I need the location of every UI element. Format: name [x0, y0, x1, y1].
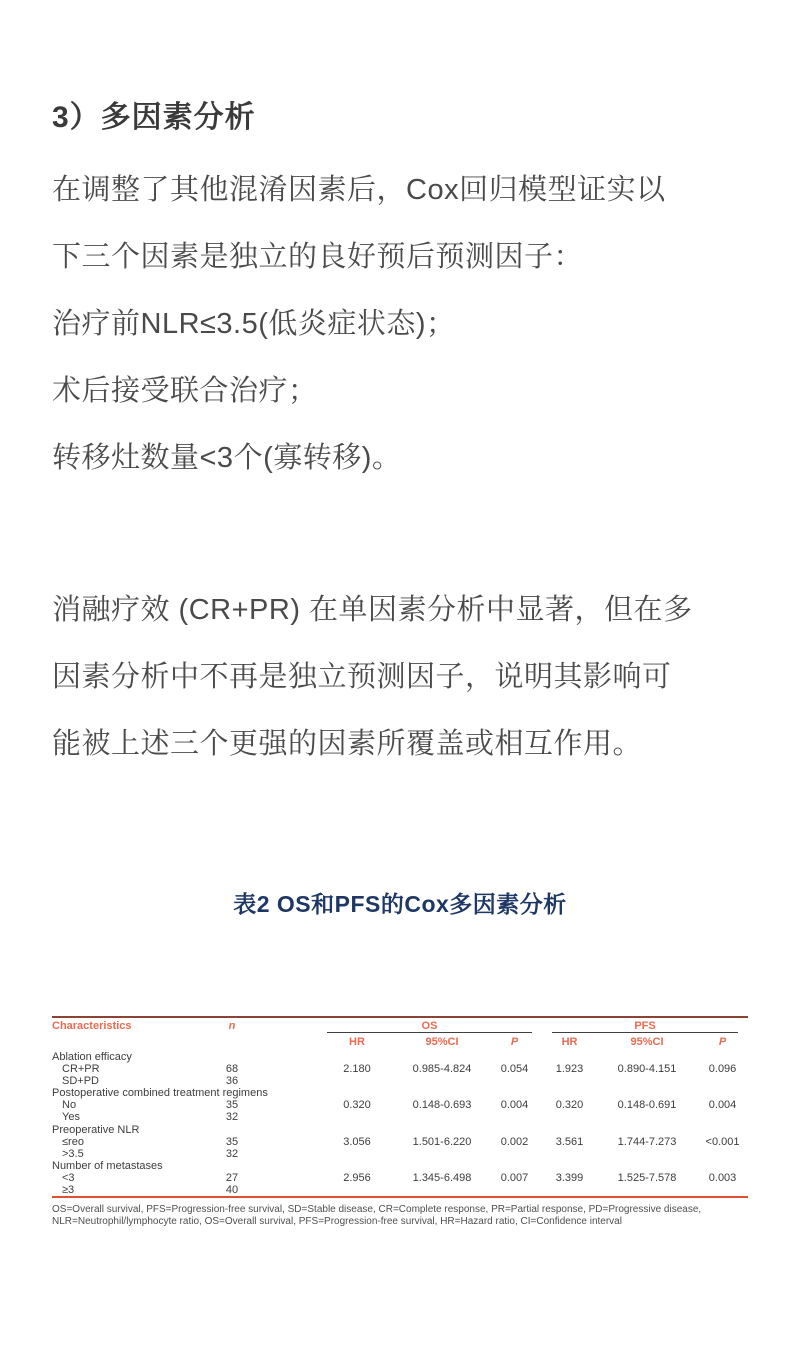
row-label: ≥3 — [62, 1184, 75, 1197]
table-cell: 0.096 — [708, 1063, 737, 1076]
table-cell — [542, 1051, 597, 1063]
col-header-n: n — [228, 1020, 236, 1032]
paragraph-line: 治疗前NLR≤3.5(低炎症状态)； — [52, 308, 456, 340]
col-header-os-ci: 95%CI — [425, 1036, 459, 1048]
table-cell — [487, 1160, 542, 1172]
table-cell — [542, 1111, 597, 1123]
table-cell — [597, 1075, 697, 1087]
table-cell — [487, 1124, 542, 1136]
paragraph-line: 能被上述三个更强的因素所覆盖或相互作用。 — [52, 728, 643, 760]
table-cell — [317, 1148, 397, 1160]
footnote-line: NLR=Neutrophil/lymphocyte ratio, OS=Overall survival, PFS=Progression-free survival, HR=Hazard ratio, CI=Confidence interval — [52, 1215, 622, 1227]
table-cell — [397, 1111, 487, 1123]
table-cell — [487, 1075, 542, 1087]
table-cell — [487, 1051, 542, 1063]
cell-n: 68 — [225, 1063, 239, 1076]
table-cell — [597, 1051, 697, 1063]
paragraph-line: 术后接受联合治疗； — [52, 375, 318, 407]
row-label: Number of metastases — [52, 1159, 163, 1172]
table-cell: 0.004 — [708, 1099, 737, 1112]
spacer-cell — [262, 1148, 317, 1160]
table-row — [52, 1184, 748, 1197]
table-cell: 1.501-6.220 — [412, 1135, 472, 1148]
spacer-cell — [262, 1111, 317, 1123]
table-cell — [597, 1184, 697, 1197]
table-cell — [397, 1124, 487, 1136]
table-cell — [597, 1087, 697, 1099]
table-cell: 1.744-7.273 — [617, 1135, 677, 1148]
table-cell — [697, 1124, 748, 1136]
table-cell — [597, 1160, 697, 1172]
row-label: Yes — [62, 1111, 80, 1124]
col-header-pfs-p: P — [718, 1036, 727, 1048]
cell-n: 35 — [225, 1135, 239, 1148]
table-cell: 2.956 — [343, 1171, 371, 1184]
table-cell — [542, 1124, 597, 1136]
table-cell — [697, 1160, 748, 1172]
cell-n: 27 — [225, 1171, 239, 1184]
spacer-cell — [262, 1051, 317, 1063]
col-header-pfs-hr: HR — [561, 1036, 578, 1048]
col-header-pfs-ci: 95%CI — [630, 1036, 664, 1048]
table-cell — [397, 1184, 487, 1197]
table-cell: 0.148-0.691 — [617, 1099, 677, 1112]
table-cell — [697, 1051, 748, 1063]
table-cell — [697, 1075, 748, 1087]
table-cell — [397, 1087, 487, 1099]
table-cell — [542, 1075, 597, 1087]
table-cell — [397, 1148, 487, 1160]
table-cell — [317, 1051, 397, 1063]
table-cell — [317, 1184, 397, 1197]
paragraph-line: 在调整了其他混淆因素后，Cox回归模型证实以 — [52, 174, 666, 206]
cell-n: 36 — [225, 1075, 239, 1088]
table-cell: 0.320 — [343, 1099, 371, 1112]
row-label: Ablation efficacy — [52, 1051, 132, 1063]
paragraph-line: 因素分析中不再是独立预测因子，说明其影响可 — [52, 661, 672, 693]
table-cell — [542, 1087, 597, 1099]
table-cell — [542, 1184, 597, 1197]
table-cell — [317, 1124, 397, 1136]
cell-n — [202, 1051, 262, 1063]
table-cell — [542, 1148, 597, 1160]
spacer-cell — [262, 1136, 317, 1148]
header-row-groups — [52, 1017, 748, 1034]
table-cell: 0.004 — [500, 1099, 529, 1112]
paragraph-line: 转移灶数量<3个(寡转移)。 — [52, 442, 402, 474]
table-row — [52, 1160, 748, 1172]
table-cell: 3.056 — [343, 1135, 371, 1148]
row-label: No — [62, 1099, 77, 1112]
table-row — [52, 1136, 748, 1148]
cell-n: 35 — [225, 1099, 239, 1112]
col-header-characteristics: Characteristics — [52, 1020, 132, 1032]
table-footnote — [52, 1204, 762, 1227]
cell-n: 32 — [225, 1111, 239, 1124]
cell-n — [202, 1124, 262, 1136]
cell-n — [202, 1160, 262, 1172]
table-row — [52, 1051, 748, 1063]
table-cell: 1.923 — [555, 1063, 584, 1076]
table-cell: 0.320 — [555, 1099, 584, 1112]
table-cell — [487, 1148, 542, 1160]
table-cell: 0.007 — [500, 1171, 529, 1184]
table-row — [52, 1148, 748, 1160]
paragraph-line: 消融疗效 (CR+PR) 在单因素分析中显著，但在多 — [52, 594, 693, 626]
table-row — [52, 1099, 748, 1111]
table-cell: <0.001 — [705, 1135, 740, 1148]
table-cell — [317, 1075, 397, 1087]
table-cell — [317, 1087, 397, 1099]
table-row — [52, 1124, 748, 1136]
col-header-os-p: P — [510, 1036, 519, 1048]
paragraph-line: 下三个因素是独立的良好预后预测因子： — [52, 241, 584, 273]
spacer-cell — [262, 1160, 317, 1172]
table-cell — [697, 1184, 748, 1197]
row-label: <3 — [62, 1171, 75, 1184]
table-cell — [317, 1111, 397, 1123]
table-cell: 3.399 — [555, 1171, 584, 1184]
col-header-os-hr: HR — [349, 1036, 365, 1048]
table-cell: 2.180 — [343, 1063, 371, 1076]
row-label: ≤reo — [62, 1135, 84, 1148]
spacer-cell — [262, 1172, 317, 1184]
table-cell — [317, 1160, 397, 1172]
table-body — [52, 1051, 748, 1197]
table-cell — [487, 1184, 542, 1197]
spacer-cell — [262, 1075, 317, 1087]
row-label: SD+PD — [62, 1075, 99, 1088]
table-cell — [597, 1124, 697, 1136]
table-row — [52, 1172, 748, 1184]
row-label: Preoperative NLR — [52, 1123, 140, 1136]
spacer-cell — [262, 1087, 317, 1099]
table-cell: 0.148-0.693 — [412, 1099, 472, 1112]
table-cell — [542, 1160, 597, 1172]
table-cell — [487, 1087, 542, 1099]
table-row — [52, 1075, 748, 1087]
footnote-line: OS=Overall survival, PFS=Progression-free survival, SD=Stable disease, CR=Complete response, PR=Partial response, PD=Progressive disease, — [52, 1204, 702, 1215]
table-cell — [487, 1111, 542, 1123]
table-row — [52, 1063, 748, 1075]
table-cell: 0.985-4.824 — [412, 1063, 472, 1076]
spacer-cell — [262, 1063, 317, 1075]
section-heading: 3）多因素分析 — [52, 101, 256, 134]
cell-n: 32 — [225, 1147, 239, 1160]
table-row — [52, 1111, 748, 1123]
table-cell — [697, 1148, 748, 1160]
paragraph-2 — [52, 577, 693, 778]
row-label: Postoperative combined treatment regimens — [52, 1087, 268, 1100]
table-cell — [397, 1051, 487, 1063]
group-header-os: OS — [317, 1017, 542, 1034]
table-cell: 0.890-4.151 — [617, 1063, 677, 1076]
table-cell: 0.002 — [500, 1135, 529, 1148]
table-cell: 0.003 — [708, 1171, 737, 1184]
table-cell: 0.054 — [500, 1063, 529, 1076]
row-label: CR+PR — [62, 1063, 100, 1076]
cox-multivariate-table — [52, 1016, 748, 1198]
table-cell — [697, 1087, 748, 1099]
spacer-cell — [262, 1124, 317, 1136]
group-header-pfs: PFS — [542, 1017, 748, 1034]
table-cell — [697, 1111, 748, 1123]
table-cell — [397, 1160, 487, 1172]
cell-n: 40 — [225, 1184, 239, 1197]
table-title: 表2 OS和PFS的Cox多因素分析 — [233, 891, 567, 917]
table-row — [52, 1087, 748, 1099]
table-cell: 3.561 — [555, 1135, 584, 1148]
spacer-cell — [262, 1099, 317, 1111]
table-cell — [597, 1111, 697, 1123]
paragraph-1 — [52, 157, 666, 492]
table-cell: 1.345-6.498 — [412, 1171, 472, 1184]
table-cell — [597, 1148, 697, 1160]
spacer-cell — [262, 1184, 317, 1197]
table-cell — [397, 1075, 487, 1087]
table-cell: 1.525-7.578 — [617, 1171, 677, 1184]
row-label: >3.5 — [62, 1147, 84, 1160]
spacer-cell — [262, 1017, 317, 1051]
